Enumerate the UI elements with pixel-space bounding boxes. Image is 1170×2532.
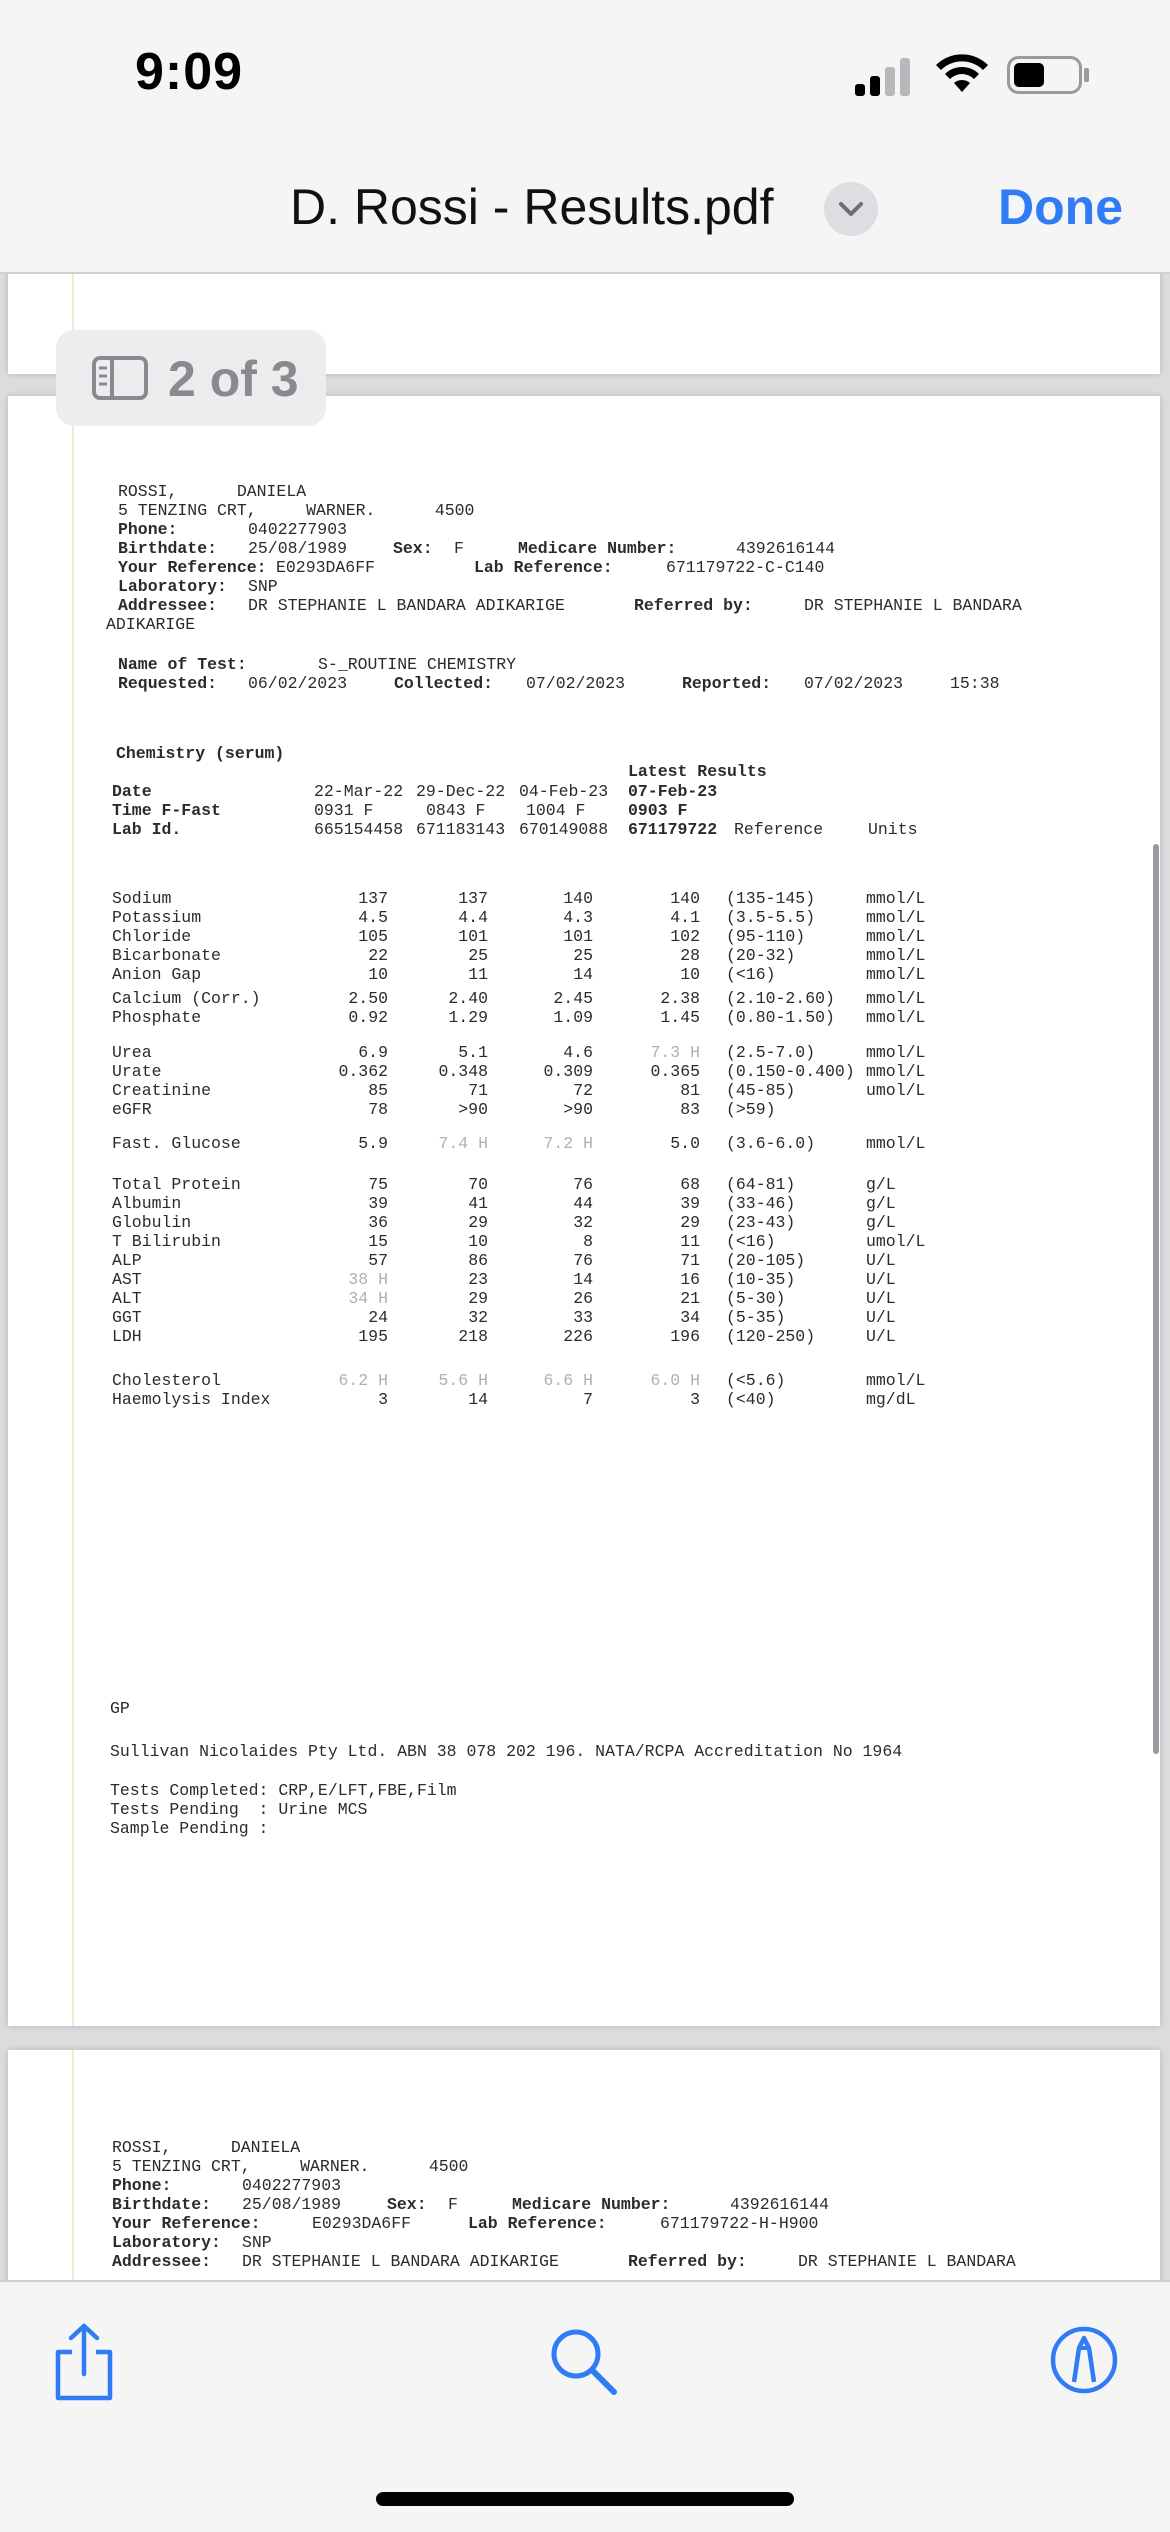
phone-label: Phone: bbox=[112, 2176, 172, 2195]
result-value: 1.29 bbox=[448, 1008, 488, 1027]
result-row bbox=[8, 1289, 1158, 1308]
result-row bbox=[8, 1371, 1158, 1390]
pdf-viewer[interactable] bbox=[0, 274, 1170, 2280]
reported-time: 15:38 bbox=[950, 674, 1000, 693]
test-name: Fast. Glucose bbox=[112, 1134, 241, 1153]
lab-id-label: Lab Id. bbox=[112, 820, 182, 839]
column-time: 0843 F bbox=[426, 801, 486, 820]
result-value: 4.3 bbox=[563, 908, 593, 927]
result-unit: U/L bbox=[866, 1251, 896, 1270]
tests-pending: Tests Pending : Urine MCS bbox=[110, 1800, 368, 1819]
result-value: 32 bbox=[468, 1308, 488, 1327]
result-value: 70 bbox=[468, 1175, 488, 1194]
result-value: 7 bbox=[583, 1390, 593, 1409]
result-value: 85 bbox=[368, 1081, 388, 1100]
result-value: 83 bbox=[680, 1100, 700, 1119]
your-reference-label: Your Reference: bbox=[118, 558, 267, 577]
test-name: Creatinine bbox=[112, 1081, 212, 1100]
medicare-value: 4392616144 bbox=[736, 539, 836, 558]
result-value: 14 bbox=[573, 1270, 593, 1289]
reference-range: (0.80-1.50) bbox=[726, 1008, 835, 1027]
result-value: 76 bbox=[573, 1251, 593, 1270]
result-row bbox=[8, 1194, 1158, 1213]
result-value: 4.6 bbox=[563, 1043, 593, 1062]
result-value: 86 bbox=[468, 1251, 488, 1270]
result-value: 5.6 H bbox=[438, 1371, 488, 1390]
home-indicator bbox=[376, 2492, 794, 2506]
result-unit: umol/L bbox=[866, 1081, 926, 1100]
reference-range: (<40) bbox=[726, 1390, 776, 1409]
result-unit: g/L bbox=[866, 1194, 896, 1213]
result-value: 34 bbox=[680, 1308, 700, 1327]
result-value: 5.9 bbox=[358, 1134, 388, 1153]
phone-value: 0402277903 bbox=[242, 2176, 342, 2195]
referred-by-value: DR STEPHANIE L BANDARA bbox=[798, 2252, 1016, 2271]
time-label: Time F-Fast bbox=[112, 801, 221, 820]
reference-range: (95-110) bbox=[726, 927, 806, 946]
result-row bbox=[8, 1008, 1158, 1027]
result-unit: mmol/L bbox=[866, 965, 926, 984]
column-lab-id: 671179722 bbox=[628, 820, 718, 839]
reference-range: (64-81) bbox=[726, 1175, 796, 1194]
battery-icon bbox=[1007, 56, 1091, 94]
result-value: 218 bbox=[458, 1327, 488, 1346]
result-value: 32 bbox=[573, 1213, 593, 1232]
result-value: 29 bbox=[468, 1213, 488, 1232]
test-name: ALT bbox=[112, 1289, 142, 1308]
result-row bbox=[8, 908, 1158, 927]
test-name: Total Protein bbox=[112, 1175, 241, 1194]
reference-range: (20-105) bbox=[726, 1251, 806, 1270]
reference-range: (<5.6) bbox=[726, 1371, 786, 1390]
chevron-down-icon bbox=[838, 198, 864, 220]
test-name: eGFR bbox=[112, 1100, 152, 1119]
result-value: 21 bbox=[680, 1289, 700, 1308]
test-name: Haemolysis Index bbox=[112, 1390, 271, 1409]
result-unit: mmol/L bbox=[866, 1043, 926, 1062]
result-row bbox=[8, 1308, 1158, 1327]
addressee-value: DR STEPHANIE L BANDARA ADIKARIGE bbox=[248, 596, 565, 615]
column-date: 22-Mar-22 bbox=[314, 782, 404, 801]
result-value: 226 bbox=[563, 1327, 593, 1346]
result-unit: mmol/L bbox=[866, 927, 926, 946]
result-value: 29 bbox=[680, 1213, 700, 1232]
result-value: 15 bbox=[368, 1232, 388, 1251]
patient-address: 5 TENZING CRT, WARNER. 4500 bbox=[118, 501, 475, 520]
result-unit: U/L bbox=[866, 1270, 896, 1289]
test-name: T Bilirubin bbox=[112, 1232, 221, 1251]
reference-range: (3.5-5.5) bbox=[726, 908, 816, 927]
result-value: 14 bbox=[468, 1390, 488, 1409]
status-time: 9:09 bbox=[135, 43, 244, 101]
test-name: LDH bbox=[112, 1327, 142, 1346]
birthdate-label: Birthdate: bbox=[112, 2195, 212, 2214]
result-value: 11 bbox=[680, 1232, 700, 1251]
page-indicator-label: 2 of 3 bbox=[168, 351, 299, 407]
result-value: 101 bbox=[563, 927, 593, 946]
test-name: GGT bbox=[112, 1308, 142, 1327]
result-value: 6.2 H bbox=[338, 1371, 388, 1390]
test-name: Bicarbonate bbox=[112, 946, 221, 965]
result-value: 14 bbox=[573, 965, 593, 984]
reference-range: (<16) bbox=[726, 965, 776, 984]
footer-gp: GP bbox=[110, 1699, 130, 1718]
sex-value: F bbox=[454, 539, 464, 558]
reference-range: (2.10-2.60) bbox=[726, 989, 835, 1008]
medicare-label: Medicare Number: bbox=[518, 539, 677, 558]
result-value: 81 bbox=[680, 1081, 700, 1100]
result-unit: mmol/L bbox=[866, 1134, 926, 1153]
result-value: 39 bbox=[680, 1194, 700, 1213]
result-value: 140 bbox=[563, 889, 593, 908]
phone-label: Phone: bbox=[118, 520, 178, 539]
column-lab-id: 670149088 bbox=[519, 820, 609, 839]
reference-range: (20-32) bbox=[726, 946, 796, 965]
date-row bbox=[8, 782, 1158, 801]
sex-label: Sex: bbox=[393, 539, 433, 558]
test-name: Globulin bbox=[112, 1213, 192, 1232]
result-value: 8 bbox=[583, 1232, 593, 1251]
title-menu-button[interactable] bbox=[824, 182, 878, 236]
scroll-indicator[interactable] bbox=[1153, 844, 1159, 1754]
addressee-value: DR STEPHANIE L BANDARA ADIKARIGE bbox=[242, 2252, 559, 2271]
result-unit: mmol/L bbox=[866, 989, 926, 1008]
reference-range: (120-250) bbox=[726, 1327, 816, 1346]
lab-reference-value: 671179722-C-C140 bbox=[666, 558, 825, 577]
your-reference-value: E0293DA6FF bbox=[276, 558, 376, 577]
result-value: 7.3 H bbox=[650, 1043, 700, 1062]
result-row bbox=[8, 889, 1158, 908]
test-name: Albumin bbox=[112, 1194, 182, 1213]
result-value: 10 bbox=[368, 965, 388, 984]
result-unit: g/L bbox=[866, 1175, 896, 1194]
result-unit: g/L bbox=[866, 1213, 896, 1232]
result-value: >90 bbox=[563, 1100, 593, 1119]
test-name: Chloride bbox=[112, 927, 192, 946]
sample-pending: Sample Pending : bbox=[110, 1819, 269, 1838]
result-unit: mmol/L bbox=[866, 1062, 926, 1081]
reference-range: (5-35) bbox=[726, 1308, 786, 1327]
column-time: 1004 F bbox=[526, 801, 586, 820]
result-value: 5.0 bbox=[670, 1134, 700, 1153]
patient-address: 5 TENZING CRT, WARNER. 4500 bbox=[112, 2157, 469, 2176]
status-bar bbox=[0, 0, 1170, 150]
result-row bbox=[8, 1327, 1158, 1346]
result-value: 75 bbox=[368, 1175, 388, 1194]
test-name-value: S-_ROUTINE CHEMISTRY bbox=[318, 655, 517, 674]
result-value: 140 bbox=[670, 889, 700, 908]
result-value: 3 bbox=[378, 1390, 388, 1409]
result-value: 137 bbox=[358, 889, 388, 908]
birthdate-label: Birthdate: bbox=[118, 539, 218, 558]
result-value: 0.309 bbox=[543, 1062, 593, 1081]
sidebar-thumbnails-icon bbox=[92, 356, 148, 400]
reference-range: (135-145) bbox=[726, 889, 816, 908]
result-unit: mg/dL bbox=[866, 1390, 916, 1409]
result-row bbox=[8, 1043, 1158, 1062]
result-row bbox=[8, 1062, 1158, 1081]
result-value: 41 bbox=[468, 1194, 488, 1213]
result-value: 72 bbox=[573, 1081, 593, 1100]
result-value: 57 bbox=[368, 1251, 388, 1270]
result-unit: U/L bbox=[866, 1289, 896, 1308]
result-value: >90 bbox=[458, 1100, 488, 1119]
birthdate-value: 25/08/1989 bbox=[242, 2195, 342, 2214]
result-row bbox=[8, 1134, 1158, 1153]
reference-range: (45-85) bbox=[726, 1081, 796, 1100]
result-value: 5.1 bbox=[458, 1043, 488, 1062]
markup-icon[interactable] bbox=[1048, 2324, 1120, 2396]
result-value: 76 bbox=[573, 1175, 593, 1194]
test-name: Potassium bbox=[112, 908, 202, 927]
result-value: 0.348 bbox=[438, 1062, 488, 1081]
reference-range: (33-46) bbox=[726, 1194, 796, 1213]
test-name: Urate bbox=[112, 1062, 162, 1081]
patient-name: ROSSI, DANIELA bbox=[118, 482, 307, 501]
test-name-label: Name of Test: bbox=[118, 655, 247, 674]
result-value: 24 bbox=[368, 1308, 388, 1327]
result-row bbox=[8, 1232, 1158, 1251]
result-value: 34 H bbox=[348, 1289, 388, 1308]
result-row bbox=[8, 1251, 1158, 1270]
result-value: 4.4 bbox=[458, 908, 488, 927]
result-unit: umol/L bbox=[866, 1232, 926, 1251]
result-value: 23 bbox=[468, 1270, 488, 1289]
result-value: 7.2 H bbox=[543, 1134, 593, 1153]
result-value: 6.9 bbox=[358, 1043, 388, 1062]
result-unit: mmol/L bbox=[866, 908, 926, 927]
medicare-value: 4392616144 bbox=[730, 2195, 830, 2214]
result-value: 26 bbox=[573, 1289, 593, 1308]
addressee-label: Addressee: bbox=[112, 2252, 212, 2271]
done-button[interactable]: Done bbox=[998, 179, 1123, 235]
result-value: 10 bbox=[468, 1232, 488, 1251]
column-date: 04-Feb-23 bbox=[519, 782, 609, 801]
time-row bbox=[8, 801, 1158, 820]
result-row bbox=[8, 1213, 1158, 1232]
result-value: 29 bbox=[468, 1289, 488, 1308]
cellular-signal-icon bbox=[855, 58, 913, 96]
patient-name: ROSSI, DANIELA bbox=[112, 2138, 301, 2157]
addressee-continued: ADIKARIGE bbox=[106, 615, 196, 634]
result-row bbox=[8, 1100, 1158, 1119]
result-row bbox=[8, 1081, 1158, 1100]
result-row bbox=[8, 1270, 1158, 1289]
tests-completed: Tests Completed: CRP,E/LFT,FBE,Film bbox=[110, 1781, 457, 1800]
result-value: 1.45 bbox=[660, 1008, 700, 1027]
reported-value: 07/02/2023 bbox=[804, 674, 904, 693]
result-value: 4.5 bbox=[358, 908, 388, 927]
result-value: 2.50 bbox=[348, 989, 388, 1008]
column-lab-id: 671183143 bbox=[416, 820, 506, 839]
result-value: 44 bbox=[573, 1194, 593, 1213]
result-row bbox=[8, 1390, 1158, 1409]
reported-label: Reported: bbox=[682, 674, 772, 693]
lab-reference-label: Lab Reference: bbox=[474, 558, 613, 577]
sex-value: F bbox=[448, 2195, 458, 2214]
result-unit: mmol/L bbox=[866, 1008, 926, 1027]
date-label: Date bbox=[112, 782, 152, 801]
referred-by-label: Referred by: bbox=[634, 596, 753, 615]
reference-range: (<16) bbox=[726, 1232, 776, 1251]
result-value: 16 bbox=[680, 1270, 700, 1289]
document-title[interactable]: D. Rossi - Results.pdf bbox=[290, 179, 774, 235]
laboratory-value: SNP bbox=[248, 577, 278, 596]
test-name: Cholesterol bbox=[112, 1371, 221, 1390]
phone-value: 0402277903 bbox=[248, 520, 348, 539]
result-row bbox=[8, 989, 1158, 1008]
result-value: 39 bbox=[368, 1194, 388, 1213]
test-name: Urea bbox=[112, 1043, 152, 1062]
lab-reference-value: 671179722-H-H900 bbox=[660, 2214, 819, 2233]
result-value: 2.38 bbox=[660, 989, 700, 1008]
result-value: 71 bbox=[680, 1251, 700, 1270]
your-reference-value: E0293DA6FF bbox=[312, 2214, 412, 2233]
sex-label: Sex: bbox=[387, 2195, 427, 2214]
result-value: 25 bbox=[573, 946, 593, 965]
laboratory-value: SNP bbox=[242, 2233, 272, 2252]
result-row bbox=[8, 927, 1158, 946]
test-name: Phosphate bbox=[112, 1008, 202, 1027]
addressee-label: Addressee: bbox=[118, 596, 218, 615]
page-indicator[interactable] bbox=[56, 330, 326, 426]
result-value: 195 bbox=[358, 1327, 388, 1346]
result-value: 105 bbox=[358, 927, 388, 946]
result-unit: U/L bbox=[866, 1327, 896, 1346]
result-value: 0.92 bbox=[348, 1008, 388, 1027]
result-row bbox=[8, 1175, 1158, 1194]
test-name: AST bbox=[112, 1270, 142, 1289]
test-name: Anion Gap bbox=[112, 965, 202, 984]
result-value: 2.45 bbox=[553, 989, 593, 1008]
reference-header: Reference bbox=[734, 820, 824, 839]
section-title: Chemistry (serum) bbox=[116, 744, 285, 763]
column-time: 0931 F bbox=[314, 801, 374, 820]
search-icon[interactable] bbox=[548, 2326, 620, 2398]
requested-value: 06/02/2023 bbox=[248, 674, 348, 693]
result-row bbox=[8, 946, 1158, 965]
result-unit: mmol/L bbox=[866, 1371, 926, 1390]
birthdate-value: 25/08/1989 bbox=[248, 539, 348, 558]
result-value: 38 H bbox=[348, 1270, 388, 1289]
result-unit: U/L bbox=[866, 1308, 896, 1327]
result-value: 7.4 H bbox=[438, 1134, 488, 1153]
reference-range: (0.150-0.400) bbox=[726, 1062, 855, 1081]
result-value: 10 bbox=[680, 965, 700, 984]
reference-range: (5-30) bbox=[726, 1289, 786, 1308]
result-value: 6.0 H bbox=[650, 1371, 700, 1390]
result-value: 33 bbox=[573, 1308, 593, 1327]
your-reference-label: Your Reference: bbox=[112, 2214, 261, 2233]
referred-by-label: Referred by: bbox=[628, 2252, 747, 2271]
result-value: 1.09 bbox=[553, 1008, 593, 1027]
lab-id-row bbox=[8, 820, 1158, 839]
result-value: 0.362 bbox=[338, 1062, 388, 1081]
share-icon[interactable] bbox=[52, 2322, 116, 2402]
page-margin-line bbox=[72, 2050, 74, 2280]
result-row bbox=[8, 965, 1158, 984]
result-value: 196 bbox=[670, 1327, 700, 1346]
test-name: ALP bbox=[112, 1251, 142, 1270]
test-name: Sodium bbox=[112, 889, 172, 908]
reference-range: (2.5-7.0) bbox=[726, 1043, 816, 1062]
laboratory-label: Laboratory: bbox=[118, 577, 227, 596]
result-value: 101 bbox=[458, 927, 488, 946]
pdf-page-next[interactable] bbox=[8, 2050, 1160, 2280]
medicare-label: Medicare Number: bbox=[512, 2195, 671, 2214]
reference-range: (10-35) bbox=[726, 1270, 796, 1289]
result-value: 78 bbox=[368, 1100, 388, 1119]
pdf-page-current[interactable] bbox=[8, 396, 1160, 2026]
result-value: 71 bbox=[468, 1081, 488, 1100]
result-value: 6.6 H bbox=[543, 1371, 593, 1390]
result-value: 0.365 bbox=[650, 1062, 700, 1081]
lab-reference-label: Lab Reference: bbox=[468, 2214, 607, 2233]
result-value: 3 bbox=[690, 1390, 700, 1409]
result-value: 36 bbox=[368, 1213, 388, 1232]
result-unit: mmol/L bbox=[866, 946, 926, 965]
collected-label: Collected: bbox=[394, 674, 494, 693]
column-lab-id: 665154458 bbox=[314, 820, 404, 839]
result-value: 28 bbox=[680, 946, 700, 965]
latest-results-label: Latest Results bbox=[628, 762, 767, 781]
requested-label: Requested: bbox=[118, 674, 218, 693]
collected-value: 07/02/2023 bbox=[526, 674, 626, 693]
result-value: 137 bbox=[458, 889, 488, 908]
result-value: 11 bbox=[468, 965, 488, 984]
result-value: 25 bbox=[468, 946, 488, 965]
laboratory-label: Laboratory: bbox=[112, 2233, 221, 2252]
column-date: 29-Dec-22 bbox=[416, 782, 506, 801]
result-value: 4.1 bbox=[670, 908, 700, 927]
reference-range: (3.6-6.0) bbox=[726, 1134, 816, 1153]
result-value: 22 bbox=[368, 946, 388, 965]
result-value: 102 bbox=[670, 927, 700, 946]
column-time: 0903 F bbox=[628, 801, 688, 820]
reference-range: (>59) bbox=[726, 1100, 776, 1119]
wifi-icon bbox=[935, 52, 989, 94]
reference-range: (23-43) bbox=[726, 1213, 796, 1232]
column-date: 07-Feb-23 bbox=[628, 782, 718, 801]
result-value: 68 bbox=[680, 1175, 700, 1194]
result-value: 2.40 bbox=[448, 989, 488, 1008]
test-name: Calcium (Corr.) bbox=[112, 989, 261, 1008]
referred-by-value: DR STEPHANIE L BANDARA bbox=[804, 596, 1022, 615]
units-header: Units bbox=[868, 820, 918, 839]
result-unit: mmol/L bbox=[866, 889, 926, 908]
footer-lab-line: Sullivan Nicolaides Pty Ltd. ABN 38 078 202 196. NATA/RCPA Accreditation No 1964 bbox=[110, 1742, 903, 1761]
navigation-bar bbox=[0, 150, 1170, 274]
